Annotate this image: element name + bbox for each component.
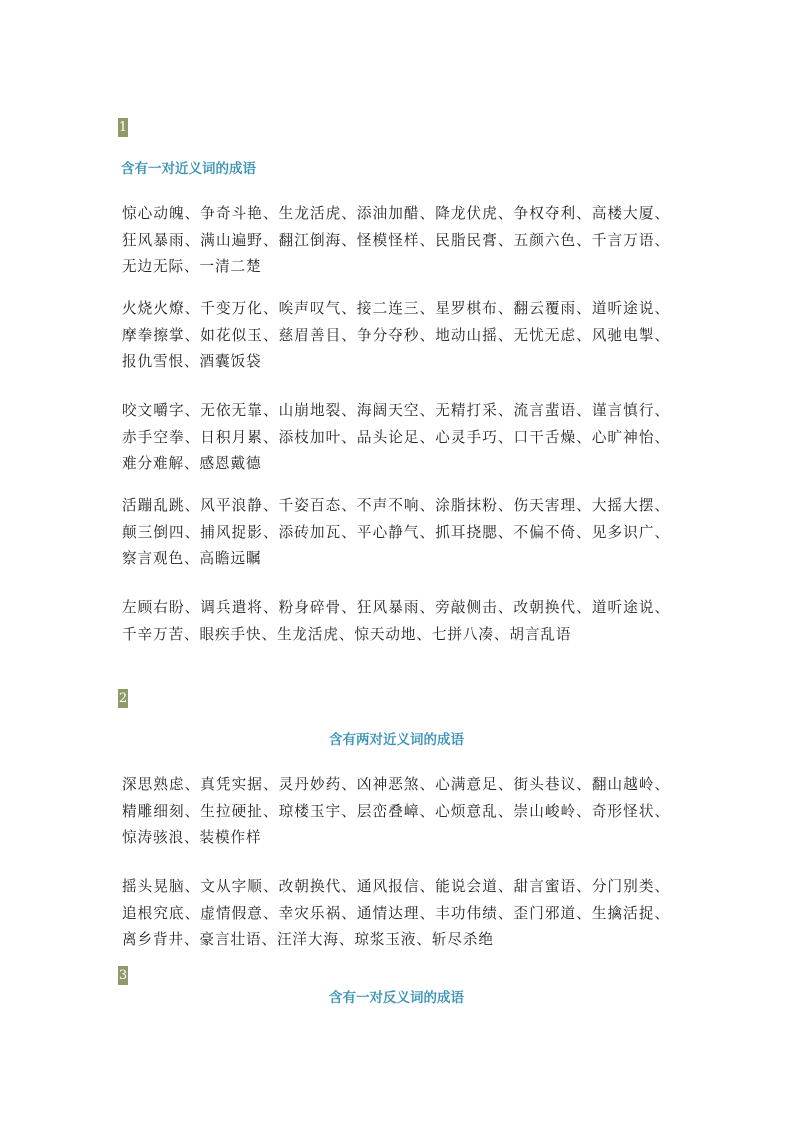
section-heading: 含有两对近义词的成语 <box>329 732 464 748</box>
section-number-badge: 2 <box>118 691 128 706</box>
section-heading: 含有一对反义词的成语 <box>329 990 464 1006</box>
idiom-paragraph: 左顾右盼、调兵遣将、粉身碎骨、狂风暴雨、旁敲侧击、改朝换代、道听途说、千辛万苦、眼疾手快、生龙活虎、惊天动地、七拼八凑、胡言乱语 <box>122 599 670 643</box>
idiom-paragraph: 惊心动魄、争奇斗艳、生龙活虎、添油加醋、降龙伏虎、争权夺利、高楼大厦、狂风暴雨、满山遍野、翻江倒海、怪模怪样、民脂民膏、五颜六色、千言万语、无边无际、一清二楚 <box>122 205 670 275</box>
idiom-paragraph: 火烧火燎、千变万化、唉声叹气、接二连三、星罗棋布、翻云覆雨、道听途说、摩拳擦掌、如花似玉、慈眉善目、争分夺秒、地动山摇、无忧无虑、风驰电掣、报仇雪恨、酒囊饭袋 <box>122 300 670 370</box>
idiom-paragraph: 活蹦乱跳、风平浪静、千姿百态、不声不响、涂脂抹粉、伤天害理、大摇大摆、颠三倒四、捕风捉影、添砖加瓦、平心静气、抓耳挠腮、不偏不倚、见多识广、察言观色、高瞻远瞩 <box>122 497 670 567</box>
section-number-badge: 1 <box>118 120 128 135</box>
section-number-badge: 3 <box>118 968 128 983</box>
section-heading: 含有一对近义词的成语 <box>121 161 256 177</box>
idiom-paragraph: 咬文嚼字、无依无靠、山崩地裂、海阔天空、无精打采、流言蜚语、谨言慎行、赤手空拳、日积月累、添枝加叶、品头论足、心灵手巧、口干舌燥、心旷神怡、难分难解、感恩戴德 <box>122 402 670 472</box>
idiom-paragraph: 摇头晃脑、文从字顺、改朝换代、通风报信、能说会道、甜言蜜语、分门别类、追根究底、虚情假意、幸灾乐祸、通情达理、丰功伟绩、歪门邪道、生擒活捉、离乡背井、豪言壮语、汪洋大海、琼浆玉液、斩尽杀绝 <box>122 878 670 948</box>
idiom-paragraph: 深思熟虑、真凭实据、灵丹妙药、凶神恶煞、心满意足、街头巷议、翻山越岭、精雕细刻、生拉硬扯、琼楼玉宇、层峦叠嶂、心烦意乱、崇山峻岭、奇形怪状、惊涛骇浪、装模作样 <box>122 776 670 846</box>
